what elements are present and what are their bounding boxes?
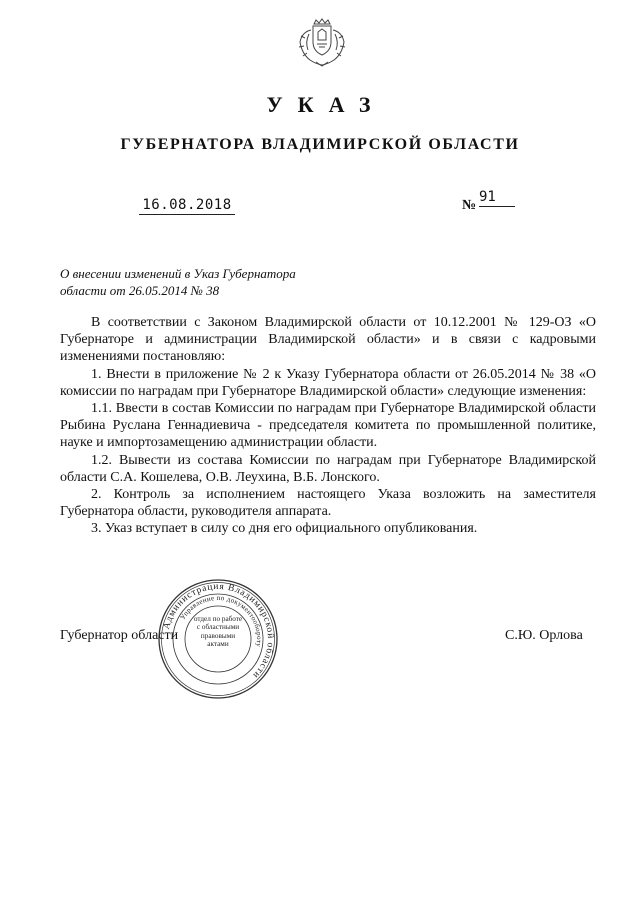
official-stamp xyxy=(156,577,280,701)
paragraph: 1.2. Вывести из состава Комиссии по наградам при Губернаторе Владимирской области С.А. Кошелева, О.В. Леухина, В.Б. Лонского. xyxy=(60,452,596,485)
stamp-ring-text: Администрация Владимирской области xyxy=(161,581,276,681)
document-title: УКАЗ xyxy=(266,92,386,117)
coat-of-arms-icon xyxy=(296,18,348,68)
paragraph: 1.1. Ввести в состав Комиссии по наградам при Губернаторе Владимирской области Рыбина Руслана Геннадиевича - председателя комитета по промышленной политике, науке и импортозамещению администрации области. xyxy=(60,401,596,451)
document-date: 16.08.2018 xyxy=(139,197,235,215)
stamp-center-text: отдел по работе с областными правовыми актами xyxy=(193,615,243,649)
paragraph: В соответствии с Законом Владимирской области от 10.12.2001 № 129-ОЗ «О Губернаторе и администрации Владимирской области» и в связи с кадровыми изменениями постановляю: xyxy=(60,315,596,365)
stamp-inner-ring-text: Управление по документообороту xyxy=(178,593,264,648)
subject-line: О внесении изменений в Указ Губернатора xyxy=(60,266,296,281)
paragraph: 3. Указ вступает в силу со дня его официального опубликования. xyxy=(91,521,478,537)
document-subject xyxy=(60,265,380,299)
subject-line: области от 26.05.2014 № 38 xyxy=(60,283,220,298)
paragraph: 1. Внести в приложение № 2 к Указу Губернатора области от 26.05.2014 № 38 «О комиссии по наградам при Губернаторе Владимирской области» следующие изменения: xyxy=(60,366,596,399)
signatory-position: Губернатор области xyxy=(60,628,179,643)
signatory-name: С.Ю. Орлова xyxy=(505,628,583,643)
paragraph: 2. Контроль за исполнением настоящего Указа возложить на заместителя Губернатора области, руководителя аппарата. xyxy=(60,487,596,520)
document-number: 91 xyxy=(479,189,515,207)
document-body xyxy=(60,314,596,538)
issuer-title: ГУБЕРНАТОРА ВЛАДИМИРСКОЙ ОБЛАСТИ xyxy=(120,136,520,153)
number-label: № xyxy=(462,198,477,213)
